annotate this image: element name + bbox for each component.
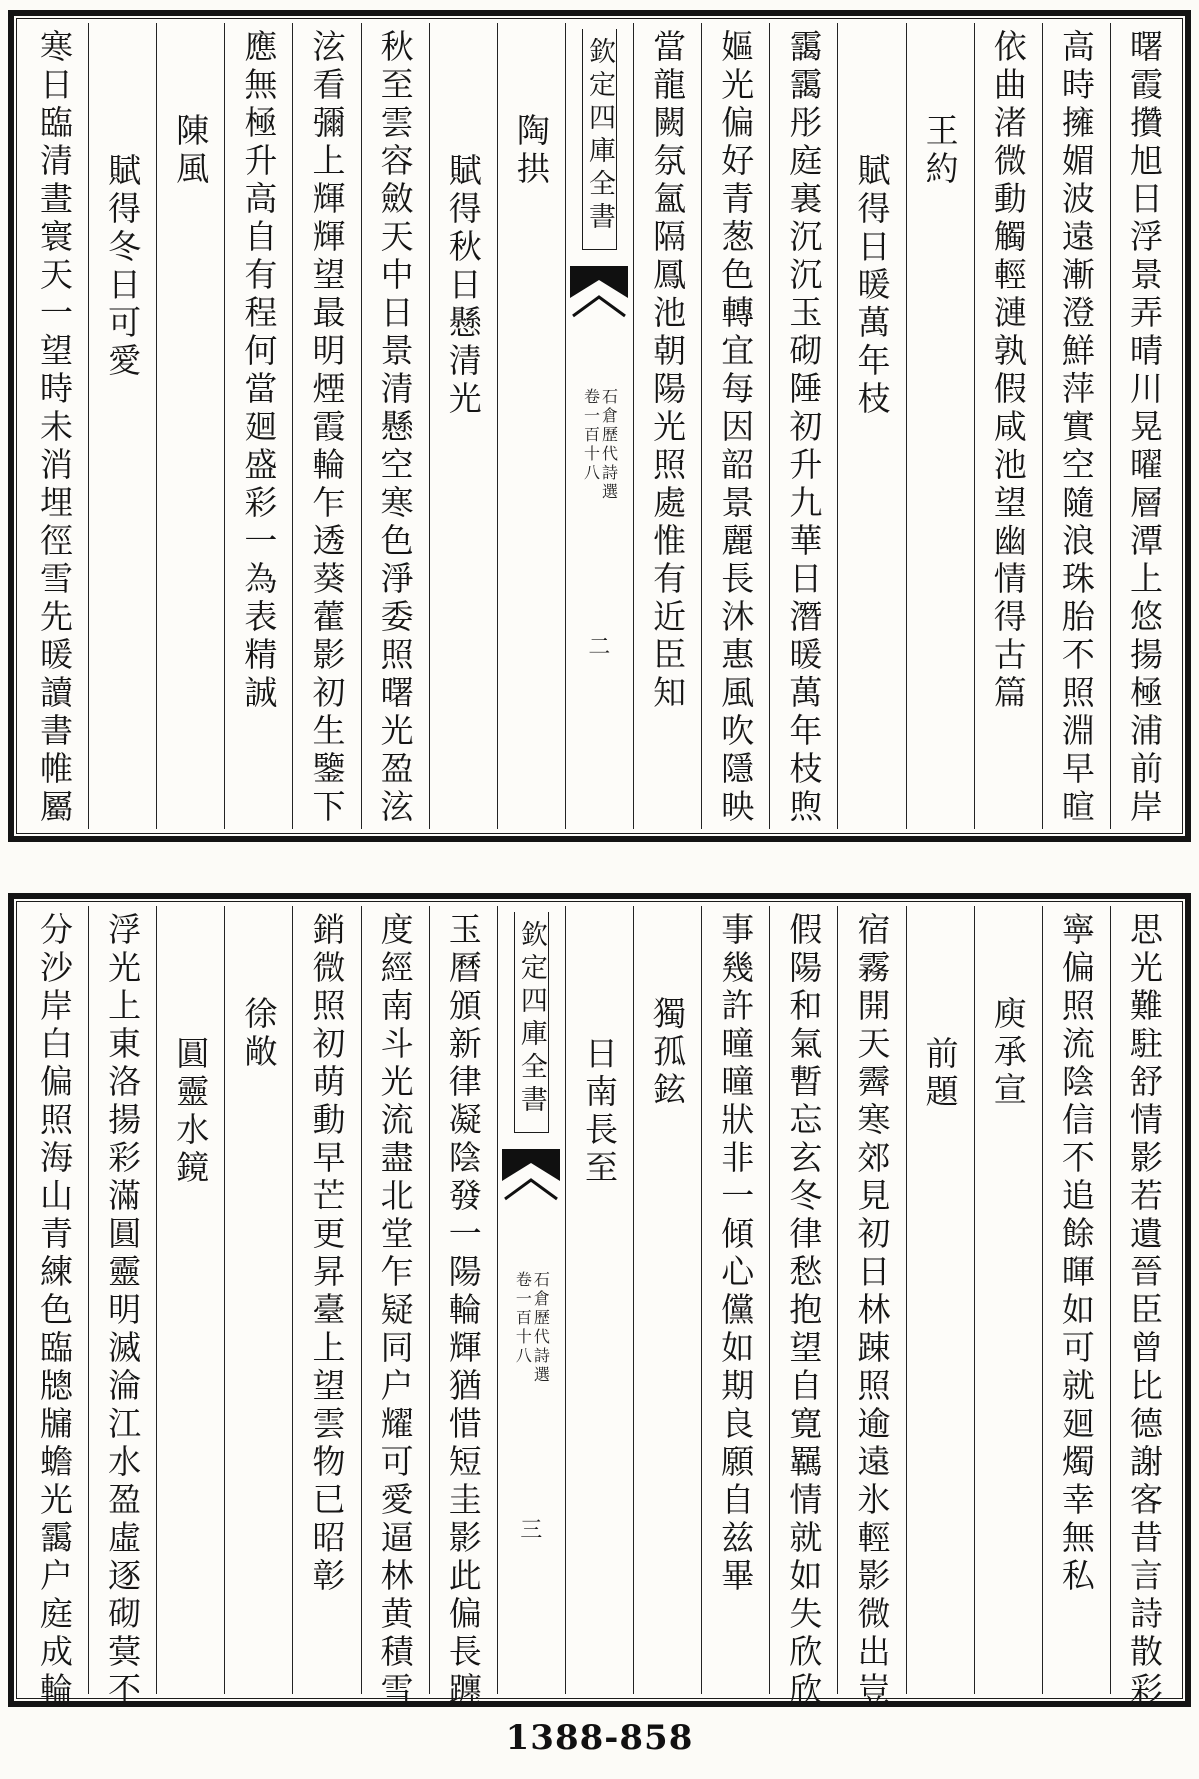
title-column <box>906 906 974 1694</box>
title-column <box>837 23 905 829</box>
author-column <box>497 23 565 829</box>
poem-column <box>429 906 497 1710</box>
title-column <box>565 906 633 1694</box>
banxin-page-number: 二 <box>588 635 611 660</box>
poem-text: 假陽和氣暫忘玄冬律愁抱望自寛羈情就如失欣欣 <box>784 912 824 1710</box>
author-text: 王約 <box>920 113 960 189</box>
author-text: 陳風 <box>171 113 211 189</box>
banxin-column <box>565 23 633 829</box>
banxin-series-title: 欽定四庫全書 <box>583 37 615 235</box>
banxin-title-box <box>514 912 549 1133</box>
fishtail-mark-icon <box>502 1149 560 1205</box>
poem-column <box>21 906 88 1710</box>
poem-text: 當龍闕氛氳隔鳳池朝陽光照處惟有近臣知 <box>648 29 688 713</box>
poem-text: 依曲渚微動觸輕漣孰假咸池望幽情得古篇 <box>988 29 1028 713</box>
poem-column <box>769 23 837 829</box>
poem-text: 玉曆頒新律凝陰發一陽輪輝猶惜短圭影此偏長躔 <box>443 912 483 1710</box>
poem-column <box>1042 23 1110 829</box>
author-column <box>224 906 292 1694</box>
column-area-bottom <box>21 906 1178 1710</box>
poem-text: 寧偏照流陰信不追餘暉如可就廻燭幸無私 <box>1056 912 1096 1596</box>
banxin-juan-number: 卷一百十八 <box>581 388 601 483</box>
footer-page-id: 1388-858 <box>505 1718 694 1758</box>
poem-column <box>292 906 360 1694</box>
banxin-subtitles <box>513 1271 551 1385</box>
poem-column <box>633 23 701 829</box>
poem-column <box>88 906 156 1710</box>
author-text: 獨孤鉉 <box>648 996 688 1110</box>
title-text: 賦得秋日懸清光 <box>443 153 483 419</box>
poem-text: 分沙岸白偏照海山青練色臨牕牖蟾光靄户庭成輪 <box>34 912 74 1710</box>
poem-text: 寒日臨清晝寰天一望時未消埋徑雪先暖讀書帷屬 <box>34 29 74 827</box>
poem-text: 事幾許曈曈狀非一傾心儻如期良願自兹畢 <box>716 912 756 1596</box>
poem-text: 宿霧開天霽寒郊見初日林踈照逾遠氷輕影微出豈 <box>852 912 892 1710</box>
banxin-page-number: 三 <box>520 1518 543 1543</box>
author-column <box>633 906 701 1694</box>
poem-text: 泫看彌上輝輝望最明煙霞輪乍透葵藿影初生鑒下 <box>307 29 347 827</box>
poem-text: 浮光上東洛揚彩滿圓靈明滅淪江水盈虛逐砌蓂不 <box>103 912 143 1710</box>
poem-text: 度經南斗光流盡北堂乍疑同户耀可愛逼林黄積雪 <box>375 912 415 1710</box>
poem-column <box>837 906 905 1710</box>
poem-text: 思光難駐舒情影若遺晉臣曾比德謝客昔言詩散彩 <box>1124 912 1164 1710</box>
banxin-series-title: 欽定四庫全書 <box>515 920 547 1118</box>
page-frame-top <box>8 10 1191 842</box>
banxin-title-box <box>582 29 617 250</box>
poem-column <box>701 906 769 1694</box>
author-column <box>906 23 974 829</box>
title-text: 賦得冬日可愛 <box>103 153 143 381</box>
author-column <box>974 906 1042 1694</box>
author-column <box>156 23 224 829</box>
poem-text: 高時擁媚波遠漸澄鮮萍實空隨浪珠胎不照淵早暄 <box>1056 29 1096 827</box>
poem-text: 嫗光偏好青葱色轉宜每因韶景麗長沐惠風吹隱映 <box>716 29 756 827</box>
poem-column <box>361 23 429 829</box>
poem-column <box>21 23 88 829</box>
poem-column <box>361 906 429 1710</box>
title-text: 賦得日暖萬年枝 <box>852 153 892 419</box>
poem-text: 應無極升高自有程何當廻盛彩一為表精誠 <box>239 29 279 713</box>
author-text: 徐敞 <box>239 996 279 1072</box>
column-area-top <box>21 23 1178 829</box>
poem-column <box>974 23 1042 829</box>
poem-text: 秋至雲容斂天中日景清懸空寒色淨委照曙光盈泫 <box>375 29 415 827</box>
banxin-column <box>497 906 565 1694</box>
title-column <box>429 23 497 829</box>
poem-text: 銷微照初萌動早芒更昇臺上望雲物已昭彰 <box>307 912 347 1596</box>
poem-column <box>769 906 837 1710</box>
page-frame-bottom <box>8 893 1191 1710</box>
poem-column <box>292 23 360 829</box>
title-column <box>88 23 156 829</box>
poem-text: 曙霞攢旭日浮景弄晴川晃曜層潭上悠揚極浦前岸 <box>1124 29 1164 827</box>
poem-column <box>701 23 769 829</box>
title-text: 前題 <box>920 1036 960 1112</box>
poem-column <box>1110 906 1178 1710</box>
author-text: 庾承宣 <box>988 996 1028 1110</box>
banxin-book-title: 石倉歷代詩選 <box>531 1271 551 1385</box>
author-text: 陶拱 <box>511 113 551 189</box>
banxin-juan-number: 卷一百十八 <box>513 1271 533 1366</box>
banxin-book-title: 石倉歷代詩選 <box>599 388 619 502</box>
poem-column <box>224 23 292 829</box>
title-text: 圓靈水鏡 <box>171 1036 211 1188</box>
poem-column <box>1110 23 1178 829</box>
title-text: 日南長至 <box>579 1036 619 1188</box>
banxin-subtitles <box>581 388 619 502</box>
poem-text: 靄靄彤庭裏沉沉玉砌陲初升九華日潛暖萬年枝煦 <box>784 29 824 827</box>
poem-column <box>1042 906 1110 1694</box>
title-column <box>156 906 224 1694</box>
fishtail-mark-icon <box>570 266 628 322</box>
